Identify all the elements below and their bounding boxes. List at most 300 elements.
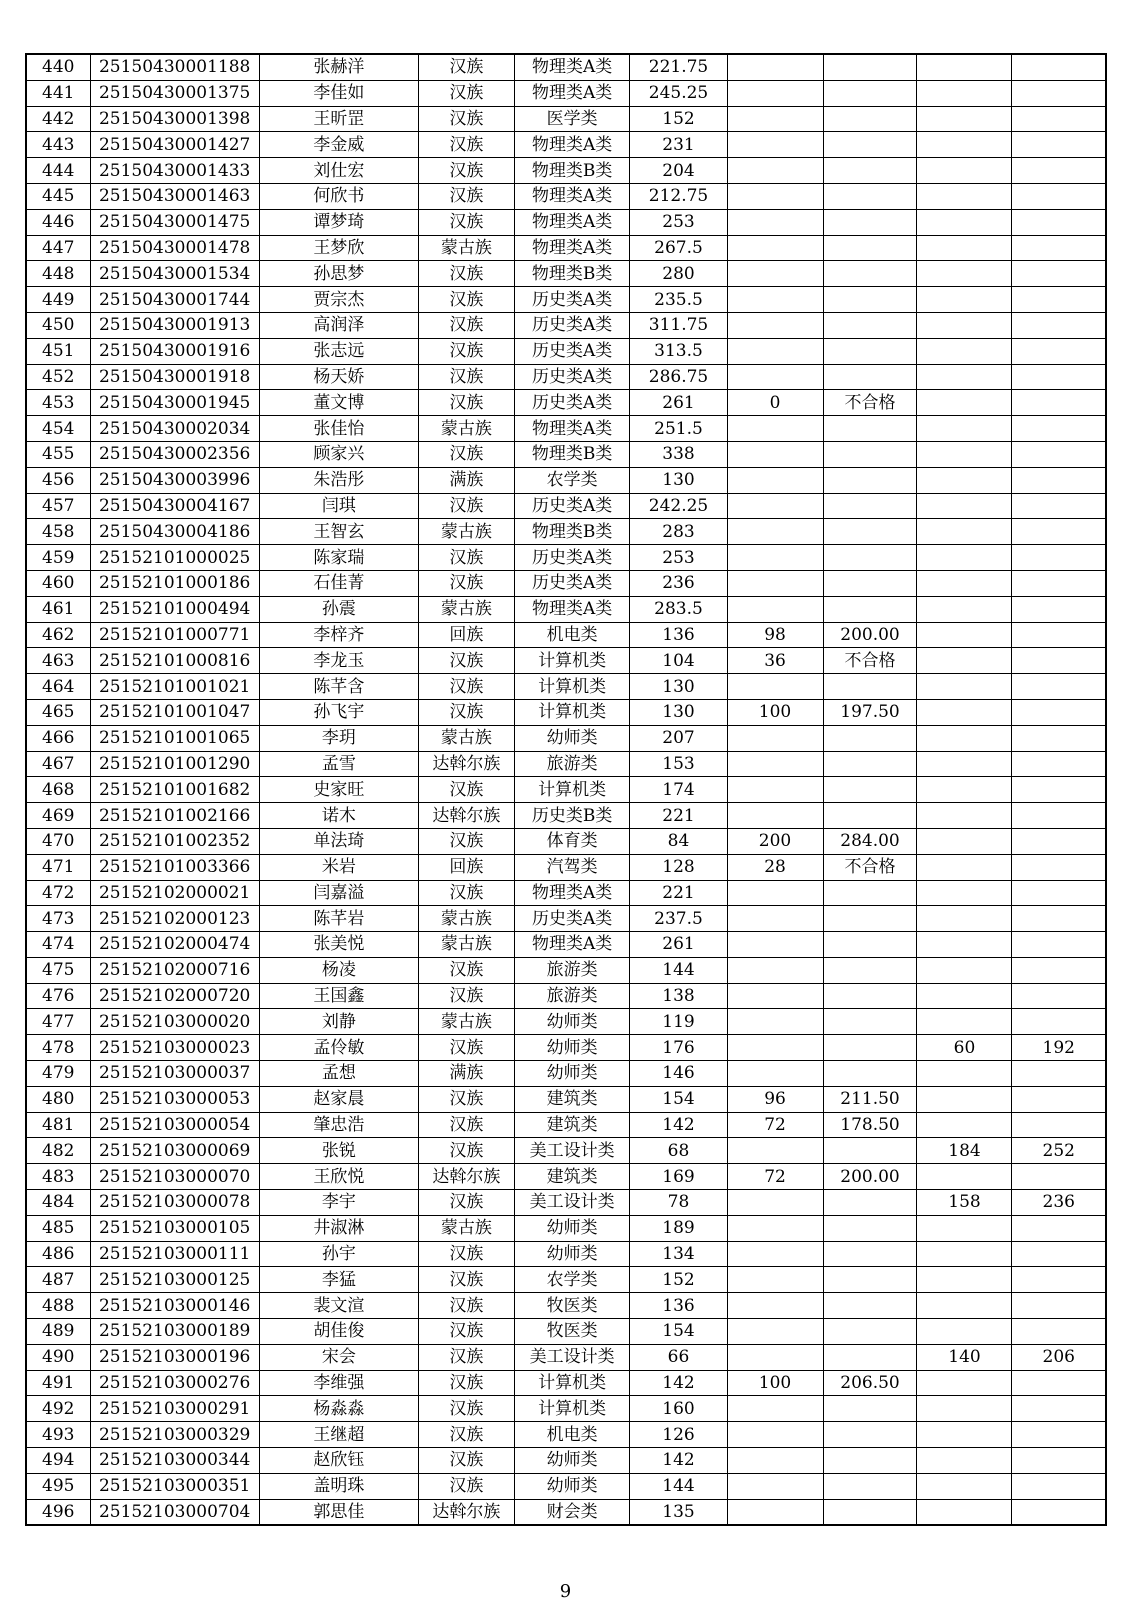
extra-total-cell [1012,880,1106,906]
name-cell: 王梦欣 [259,235,418,261]
name-cell: 孟想 [259,1061,418,1087]
row-index-cell: 466 [26,725,90,751]
category-cell: 物理类A类 [514,132,630,158]
culture-score-cell: 221 [630,803,727,829]
row-index-cell: 453 [26,390,90,416]
name-cell: 孙飞宇 [259,699,418,725]
extra-total-cell [1012,983,1106,1009]
name-cell: 谭梦琦 [259,209,418,235]
table-row [26,1061,1106,1087]
extra-score-cell [917,441,1012,467]
name-cell: 刘仕宏 [259,158,418,184]
culture-score-cell: 160 [630,1396,727,1422]
extra-score-cell [917,158,1012,184]
category-cell: 历史类A类 [514,364,630,390]
candidate-number-cell: 25152103000078 [90,1190,259,1216]
combined-score-cell [823,1009,917,1035]
extra-score-cell [917,880,1012,906]
skill-score-cell [727,1215,823,1241]
extra-score-cell [917,1319,1012,1345]
table-row [26,364,1106,390]
name-cell: 陈芊岩 [259,906,418,932]
name-cell: 石佳菁 [259,570,418,596]
culture-score-cell: 242.25 [630,493,727,519]
row-index-cell: 442 [26,106,90,132]
table-row [26,1086,1106,1112]
culture-score-cell: 283 [630,519,727,545]
skill-score-cell [727,1319,823,1345]
name-cell: 郭思佳 [259,1499,418,1525]
skill-score-cell: 100 [727,699,823,725]
ethnicity-cell: 汉族 [418,828,514,854]
row-index-cell: 443 [26,132,90,158]
ethnicity-cell: 汉族 [418,545,514,571]
name-cell: 李玥 [259,725,418,751]
ethnicity-cell: 汉族 [418,106,514,132]
name-cell: 李猛 [259,1267,418,1293]
combined-score-cell [823,1241,917,1267]
ethnicity-cell: 汉族 [418,1473,514,1499]
candidate-number-cell: 25152101001047 [90,699,259,725]
row-index-cell: 488 [26,1293,90,1319]
name-cell: 李维强 [259,1370,418,1396]
skill-score-cell [727,261,823,287]
culture-score-cell: 221.75 [630,54,727,80]
ethnicity-cell: 汉族 [418,312,514,338]
candidate-number-cell: 25152103000054 [90,1112,259,1138]
category-cell: 机电类 [514,1422,630,1448]
category-cell: 物理类B类 [514,441,630,467]
row-index-cell: 460 [26,570,90,596]
candidate-number-cell: 25152103000023 [90,1035,259,1061]
ethnicity-cell: 汉族 [418,1344,514,1370]
ethnicity-cell: 汉族 [418,183,514,209]
extra-total-cell [1012,183,1106,209]
name-cell: 李金威 [259,132,418,158]
candidate-number-cell: 25150430003996 [90,467,259,493]
extra-total-cell [1012,287,1106,313]
candidate-number-cell: 25150430002034 [90,416,259,442]
extra-score-cell: 184 [917,1138,1012,1164]
combined-score-cell: 200.00 [823,622,917,648]
skill-score-cell [727,158,823,184]
table-row [26,1396,1106,1422]
combined-score-cell [823,1061,917,1087]
table-row [26,803,1106,829]
table-row [26,828,1106,854]
category-cell: 幼师类 [514,1035,630,1061]
skill-score-cell [727,880,823,906]
skill-score-cell: 28 [727,854,823,880]
ethnicity-cell: 汉族 [418,1035,514,1061]
skill-score-cell: 72 [727,1164,823,1190]
category-cell: 历史类B类 [514,803,630,829]
category-cell: 建筑类 [514,1112,630,1138]
row-index-cell: 449 [26,287,90,313]
combined-score-cell [823,493,917,519]
combined-score-cell [823,932,917,958]
category-cell: 计算机类 [514,777,630,803]
table-row [26,957,1106,983]
combined-score-cell [823,751,917,777]
extra-total-cell [1012,1241,1106,1267]
extra-score-cell [917,545,1012,571]
candidate-number-cell: 25152103000111 [90,1241,259,1267]
culture-score-cell: 189 [630,1215,727,1241]
name-cell: 刘静 [259,1009,418,1035]
extra-total-cell [1012,1422,1106,1448]
extra-score-cell [917,1009,1012,1035]
name-cell: 诺木 [259,803,418,829]
skill-score-cell [727,570,823,596]
ethnicity-cell: 蒙古族 [418,1009,514,1035]
culture-score-cell: 68 [630,1138,727,1164]
candidate-number-cell: 25152103000276 [90,1370,259,1396]
candidate-number-cell: 25152103000053 [90,1086,259,1112]
name-cell: 李佳如 [259,80,418,106]
combined-score-cell [823,1473,917,1499]
candidate-number-cell: 25152101000494 [90,596,259,622]
ethnicity-cell: 汉族 [418,1267,514,1293]
extra-score-cell [917,1164,1012,1190]
row-index-cell: 481 [26,1112,90,1138]
extra-total-cell [1012,906,1106,932]
name-cell: 王继超 [259,1422,418,1448]
skill-score-cell [727,1190,823,1216]
table-row [26,158,1106,184]
category-cell: 物理类A类 [514,596,630,622]
culture-score-cell: 338 [630,441,727,467]
extra-score-cell [917,854,1012,880]
culture-score-cell: 235.5 [630,287,727,313]
combined-score-cell [823,416,917,442]
combined-score-cell [823,1499,917,1525]
skill-score-cell [727,1138,823,1164]
extra-total-cell [1012,1473,1106,1499]
row-index-cell: 470 [26,828,90,854]
extra-total-cell [1012,725,1106,751]
combined-score-cell [823,1448,917,1474]
culture-score-cell: 237.5 [630,906,727,932]
extra-score-cell [917,209,1012,235]
category-cell: 物理类B类 [514,261,630,287]
culture-score-cell: 286.75 [630,364,727,390]
name-cell: 闫琪 [259,493,418,519]
extra-total-cell [1012,932,1106,958]
extra-total-cell [1012,1215,1106,1241]
extra-total-cell [1012,416,1106,442]
culture-score-cell: 154 [630,1086,727,1112]
extra-score-cell [917,906,1012,932]
skill-score-cell: 96 [727,1086,823,1112]
ethnicity-cell: 蒙古族 [418,235,514,261]
ethnicity-cell: 达斡尔族 [418,1499,514,1525]
candidate-number-cell: 25152103000069 [90,1138,259,1164]
extra-score-cell [917,1241,1012,1267]
extra-score-cell [917,287,1012,313]
table-row [26,1370,1106,1396]
name-cell: 张赫洋 [259,54,418,80]
combined-score-cell [823,957,917,983]
culture-score-cell: 130 [630,674,727,700]
row-index-cell: 476 [26,983,90,1009]
row-index-cell: 447 [26,235,90,261]
ethnicity-cell: 达斡尔族 [418,803,514,829]
candidate-number-cell: 25152103000105 [90,1215,259,1241]
row-index-cell: 464 [26,674,90,700]
row-index-cell: 494 [26,1448,90,1474]
extra-total-cell [1012,132,1106,158]
name-cell: 贾宗杰 [259,287,418,313]
ethnicity-cell: 满族 [418,467,514,493]
culture-score-cell: 251.5 [630,416,727,442]
row-index-cell: 448 [26,261,90,287]
combined-score-cell [823,183,917,209]
ethnicity-cell: 汉族 [418,80,514,106]
table-row [26,390,1106,416]
name-cell: 高润泽 [259,312,418,338]
extra-score-cell [917,519,1012,545]
ethnicity-cell: 汉族 [418,287,514,313]
row-index-cell: 475 [26,957,90,983]
extra-total-cell [1012,235,1106,261]
row-index-cell: 478 [26,1035,90,1061]
row-index-cell: 461 [26,596,90,622]
skill-score-cell [727,1293,823,1319]
extra-total-cell [1012,80,1106,106]
extra-total-cell [1012,699,1106,725]
category-cell: 物理类A类 [514,54,630,80]
skill-score-cell [727,674,823,700]
combined-score-cell [823,467,917,493]
extra-score-cell [917,1370,1012,1396]
extra-total-cell [1012,467,1106,493]
culture-score-cell: 204 [630,158,727,184]
ethnicity-cell: 蒙古族 [418,725,514,751]
ethnicity-cell: 蒙古族 [418,906,514,932]
table-row [26,880,1106,906]
table-row [26,596,1106,622]
category-cell: 美工设计类 [514,1344,630,1370]
extra-total-cell [1012,777,1106,803]
combined-score-cell [823,519,917,545]
extra-score-cell [917,1422,1012,1448]
extra-total-cell [1012,1164,1106,1190]
name-cell: 赵欣钰 [259,1448,418,1474]
combined-score-cell: 206.50 [823,1370,917,1396]
skill-score-cell: 0 [727,390,823,416]
row-index-cell: 469 [26,803,90,829]
skill-score-cell [727,1009,823,1035]
culture-score-cell: 313.5 [630,338,727,364]
ethnicity-cell: 汉族 [418,390,514,416]
category-cell: 建筑类 [514,1164,630,1190]
name-cell: 李梓齐 [259,622,418,648]
row-index-cell: 452 [26,364,90,390]
candidate-number-cell: 25152101002166 [90,803,259,829]
candidate-number-cell: 25152101000771 [90,622,259,648]
candidate-number-cell: 25152103000344 [90,1448,259,1474]
row-index-cell: 479 [26,1061,90,1087]
culture-score-cell: 126 [630,1422,727,1448]
extra-score-cell [917,725,1012,751]
row-index-cell: 446 [26,209,90,235]
ethnicity-cell: 汉族 [418,261,514,287]
extra-total-cell [1012,493,1106,519]
ethnicity-cell: 满族 [418,1061,514,1087]
extra-total-cell [1012,441,1106,467]
extra-total-cell [1012,1267,1106,1293]
extra-total-cell: 252 [1012,1138,1106,1164]
culture-score-cell: 283.5 [630,596,727,622]
candidate-number-cell: 25152102000123 [90,906,259,932]
row-index-cell: 471 [26,854,90,880]
extra-score-cell [917,1396,1012,1422]
row-index-cell: 441 [26,80,90,106]
score-table [25,53,1107,1526]
extra-total-cell [1012,1499,1106,1525]
ethnicity-cell: 汉族 [418,1241,514,1267]
skill-score-cell [727,287,823,313]
ethnicity-cell: 达斡尔族 [418,1164,514,1190]
ethnicity-cell: 汉族 [418,777,514,803]
category-cell: 幼师类 [514,1241,630,1267]
name-cell: 单法琦 [259,828,418,854]
skill-score-cell [727,803,823,829]
culture-score-cell: 311.75 [630,312,727,338]
row-index-cell: 450 [26,312,90,338]
skill-score-cell [727,751,823,777]
skill-score-cell [727,183,823,209]
row-index-cell: 473 [26,906,90,932]
combined-score-cell [823,1396,917,1422]
culture-score-cell: 142 [630,1112,727,1138]
table-row [26,1344,1106,1370]
culture-score-cell: 176 [630,1035,727,1061]
skill-score-cell [727,957,823,983]
extra-total-cell [1012,1370,1106,1396]
table-row [26,648,1106,674]
candidate-number-cell: 25152103000704 [90,1499,259,1525]
table-row [26,1499,1106,1525]
ethnicity-cell: 汉族 [418,648,514,674]
ethnicity-cell: 汉族 [418,364,514,390]
skill-score-cell [727,1473,823,1499]
row-index-cell: 487 [26,1267,90,1293]
extra-score-cell [917,132,1012,158]
row-index-cell: 455 [26,441,90,467]
combined-score-cell [823,777,917,803]
name-cell: 王智玄 [259,519,418,545]
extra-total-cell [1012,1293,1106,1319]
extra-total-cell: 236 [1012,1190,1106,1216]
skill-score-cell [727,1448,823,1474]
candidate-number-cell: 25152101000816 [90,648,259,674]
candidate-number-cell: 25152103000146 [90,1293,259,1319]
candidate-number-cell: 25152101000025 [90,545,259,571]
combined-score-cell [823,596,917,622]
culture-score-cell: 261 [630,932,727,958]
combined-score-cell: 197.50 [823,699,917,725]
culture-score-cell: 221 [630,880,727,906]
combined-score-cell [823,1035,917,1061]
ethnicity-cell: 汉族 [418,1319,514,1345]
category-cell: 计算机类 [514,648,630,674]
culture-score-cell: 134 [630,1241,727,1267]
candidate-number-cell: 25152103000037 [90,1061,259,1087]
skill-score-cell: 100 [727,1370,823,1396]
name-cell: 张锐 [259,1138,418,1164]
category-cell: 幼师类 [514,1061,630,1087]
ethnicity-cell: 蒙古族 [418,416,514,442]
ethnicity-cell: 汉族 [418,674,514,700]
ethnicity-cell: 汉族 [418,338,514,364]
table-row [26,1448,1106,1474]
ethnicity-cell: 汉族 [418,493,514,519]
row-index-cell: 495 [26,1473,90,1499]
extra-total-cell [1012,1112,1106,1138]
extra-score-cell [917,596,1012,622]
row-index-cell: 477 [26,1009,90,1035]
ethnicity-cell: 蒙古族 [418,932,514,958]
combined-score-cell [823,1422,917,1448]
table-row [26,1112,1106,1138]
ethnicity-cell: 汉族 [418,1293,514,1319]
culture-score-cell: 130 [630,699,727,725]
culture-score-cell: 253 [630,209,727,235]
extra-score-cell: 140 [917,1344,1012,1370]
candidate-number-cell: 25152103000070 [90,1164,259,1190]
extra-total-cell [1012,261,1106,287]
category-cell: 历史类A类 [514,312,630,338]
culture-score-cell: 84 [630,828,727,854]
extra-total-cell [1012,1061,1106,1087]
table-row [26,1422,1106,1448]
skill-score-cell [727,1499,823,1525]
combined-score-cell [823,983,917,1009]
extra-score-cell [917,493,1012,519]
extra-total-cell [1012,158,1106,184]
skill-score-cell [727,1061,823,1087]
skill-score-cell [727,777,823,803]
combined-score-cell [823,545,917,571]
category-cell: 物理类A类 [514,416,630,442]
skill-score-cell [727,54,823,80]
row-index-cell: 459 [26,545,90,571]
row-index-cell: 458 [26,519,90,545]
row-index-cell: 440 [26,54,90,80]
combined-score-cell [823,1138,917,1164]
category-cell: 旅游类 [514,957,630,983]
category-cell: 物理类B类 [514,158,630,184]
skill-score-cell [727,545,823,571]
culture-score-cell: 66 [630,1344,727,1370]
table-row [26,932,1106,958]
row-index-cell: 492 [26,1396,90,1422]
combined-score-cell [823,287,917,313]
extra-score-cell [917,390,1012,416]
candidate-number-cell: 25150430001918 [90,364,259,390]
culture-score-cell: 152 [630,1267,727,1293]
row-index-cell: 485 [26,1215,90,1241]
category-cell: 物理类A类 [514,80,630,106]
extra-score-cell [917,983,1012,1009]
combined-score-cell [823,106,917,132]
ethnicity-cell: 汉族 [418,54,514,80]
table-row [26,725,1106,751]
skill-score-cell [727,209,823,235]
table-row [26,1267,1106,1293]
